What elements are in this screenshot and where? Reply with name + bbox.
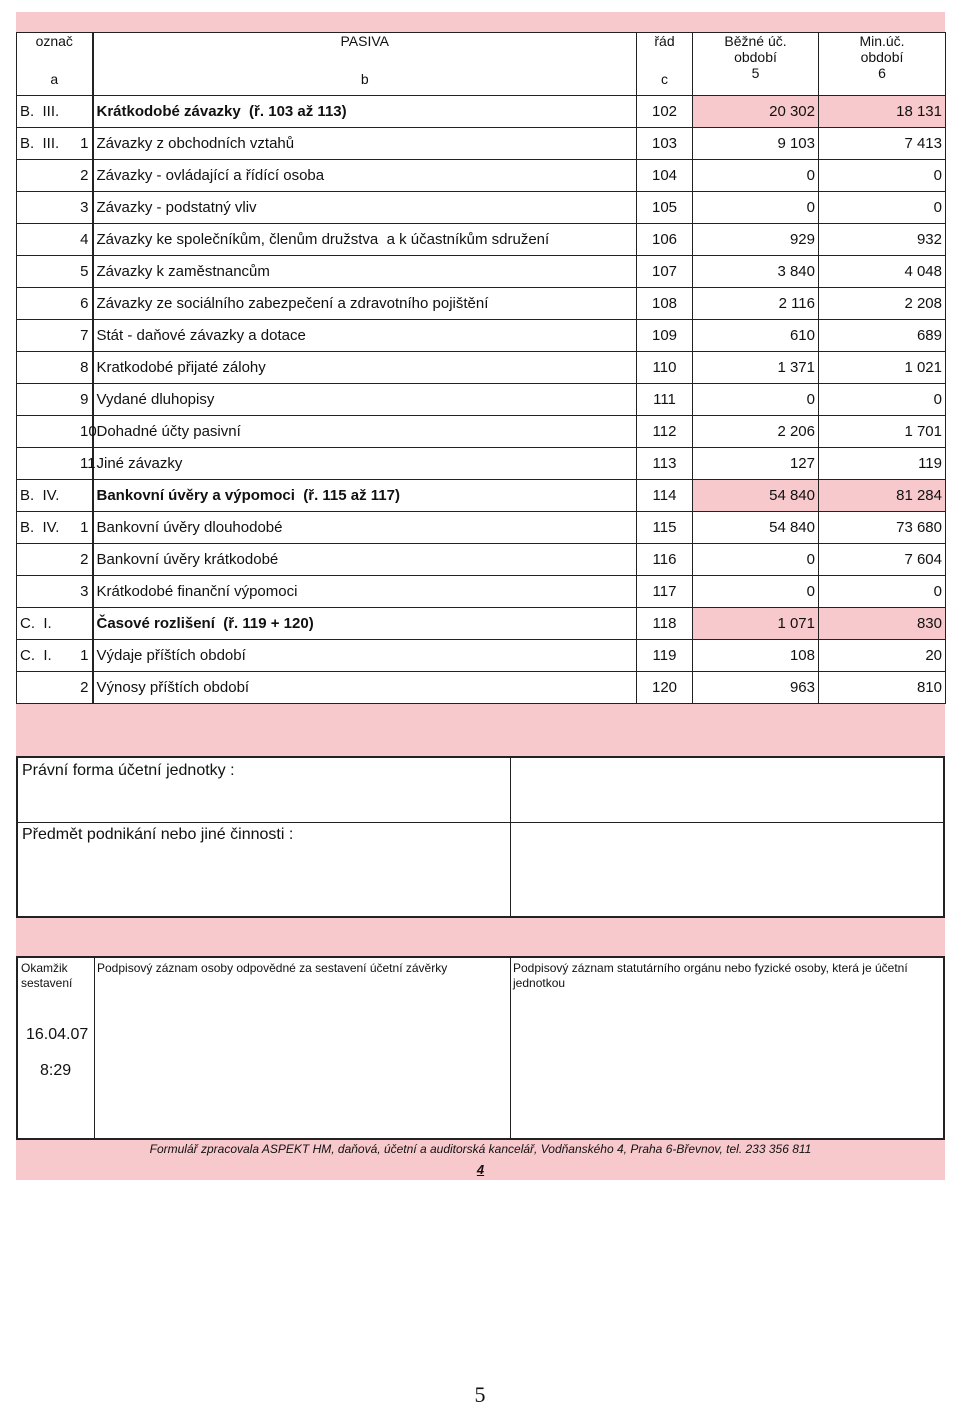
row-oznac [17,512,93,544]
row-rad: 104 [637,160,693,192]
row-oznac [17,544,93,576]
row-oznac [17,384,93,416]
row-label: Bankovní úvěry dlouhodobé [93,512,637,544]
row-label: Kratkodobé přijaté zálohy [93,352,637,384]
row-bezne-value: 3 840 [693,256,819,288]
row-oznac [17,576,93,608]
row-oznac-wrap [20,519,89,536]
table-row [17,672,946,704]
statutory-signature-column [510,958,943,1138]
table-row [17,320,946,352]
table-row [17,224,946,256]
row-code: C. I. [20,647,52,664]
row-oznac-wrap [20,487,89,504]
row-bezne-value: 0 [693,384,819,416]
row-oznac-wrap [20,359,89,376]
row-label: Závazky z obchodních vztahů [93,128,637,160]
responsible-signature-label: Podpisový záznam osoby odpovědné za sestavení účetní závěrky [97,961,448,975]
legal-form-label: Právní forma účetní jednotky : [22,762,235,779]
row-index: 4 [80,231,89,248]
row-label: Dohadné účty pasivní [93,416,637,448]
moment-label-line2: sestavení [21,976,73,990]
row-min-value: 810 [819,672,946,704]
row-label: Bankovní úvěry krátkodobé [93,544,637,576]
row-oznac-wrap [20,327,89,344]
row-label: Časové rozlišení (ř. 119 + 120) [93,608,637,640]
table-row [17,352,946,384]
row-oznac [17,416,97,448]
compile-date: 16.04.07 [26,1026,89,1043]
row-index: 2 [80,679,89,696]
header-bezne-sub: 5 [751,65,760,81]
row-rad: 118 [637,608,693,640]
header-rad-sub: c [661,71,668,87]
row-code: C. I. [20,615,52,632]
table-row [17,256,946,288]
row-bezne-value: 54 840 [693,480,819,512]
row-min-value: 0 [819,160,946,192]
header-oznac [17,33,93,96]
header-rad-label: řád [654,33,675,49]
row-oznac-wrap [20,455,96,472]
row-min-value: 932 [819,224,946,256]
row-rad: 109 [637,320,693,352]
row-bezne-value: 108 [693,640,819,672]
row-oznac [17,224,93,256]
row-oznac [17,320,93,352]
table-row [17,448,946,480]
row-rad: 116 [637,544,693,576]
header-oznac-sub: a [50,71,59,87]
row-label: Závazky - podstatný vliv [93,192,637,224]
table-row [17,288,946,320]
row-bezne-value: 1 371 [693,352,819,384]
table-row [17,416,946,448]
table-row [17,608,946,640]
row-index: 10 [80,423,97,440]
row-min-value: 0 [819,192,946,224]
row-oznac-wrap [20,679,89,696]
row-oznac [17,640,93,672]
row-code: B. IV. [20,487,60,504]
row-index: 1 [80,647,89,664]
row-label: Závazky k zaměstnancům [93,256,637,288]
row-bezne-value: 610 [693,320,819,352]
header-rad [637,33,693,96]
row-index: 8 [80,359,89,376]
row-oznac-wrap [20,423,97,440]
header-oznac-label: označ [35,33,73,49]
row-label: Krátkodobé závazky (ř. 103 až 113) [93,96,637,128]
row-rad: 113 [637,448,693,480]
row-bezne-value: 2 116 [693,288,819,320]
moment-label [18,958,94,994]
row-code: B. III. [20,135,60,152]
row-oznac [17,672,93,704]
row-index: 2 [80,551,89,568]
row-bezne-value: 127 [693,448,819,480]
row-rad: 114 [637,480,693,512]
table-header [17,33,946,96]
responsible-signature-column [94,958,511,1138]
table-row [17,128,946,160]
table-row [17,192,946,224]
row-oznac-wrap [20,103,89,120]
row-rad: 115 [637,512,693,544]
table-row [17,640,946,672]
row-label: Stát - daňové závazky a dotace [93,320,637,352]
row-label: Bankovní úvěry a výpomoci (ř. 115 až 117) [93,480,637,512]
row-index: 1 [80,519,89,536]
row-index: 9 [80,391,89,408]
row-min-value: 0 [819,576,946,608]
row-min-value: 7 413 [819,128,946,160]
row-oznac [17,608,93,640]
row-bezne-value: 963 [693,672,819,704]
row-min-value: 1 021 [819,352,946,384]
row-rad: 111 [637,384,693,416]
row-label: Vydané dluhopisy [93,384,637,416]
row-min-value: 0 [819,384,946,416]
row-min-value: 20 [819,640,946,672]
row-min-value: 830 [819,608,946,640]
row-min-value: 119 [819,448,946,480]
row-bezne-value: 2 206 [693,416,819,448]
header-pasiva [93,33,637,96]
page-number: 5 [474,1382,486,1407]
row-index: 7 [80,327,89,344]
row-oznac [17,448,96,480]
row-label: Jiné závazky [93,448,637,480]
business-subject-label: Předmět podnikání nebo jiné činnosti : [22,826,294,843]
header-bezne-line2: období [734,49,777,65]
header-bezne-line1: Běžné úč. [724,33,787,49]
row-label: Závazky - ovládající a řídící osoba [93,160,637,192]
row-index: 5 [80,263,89,280]
row-min-value: 689 [819,320,946,352]
row-bezne-value: 1 071 [693,608,819,640]
moment-column [18,958,95,1138]
row-oznac-wrap [20,551,89,568]
row-label: Závazky ke společníkům, členům družstva a k účastníkům sdružení [93,224,637,256]
row-min-value: 2 208 [819,288,946,320]
table-row [17,576,946,608]
row-rad: 107 [637,256,693,288]
row-oznac-wrap [20,615,89,632]
row-index: 2 [80,167,89,184]
form-page-number: 4 [476,1162,485,1177]
row-bezne-value: 0 [693,192,819,224]
row-code: B. III. [20,103,60,120]
row-min-value: 7 604 [819,544,946,576]
row-min-value: 73 680 [819,512,946,544]
row-oznac-wrap [20,391,89,408]
row-rad: 112 [637,416,693,448]
header-pasiva-sub: b [360,71,369,87]
row-index: 3 [80,583,89,600]
row-label: Výdaje příštích období [93,640,637,672]
row-oznac [17,480,93,512]
header-bezne [693,33,819,96]
form-footer: Formulář zpracovala ASPEKT HM, daňová, účetní a auditorská kancelář, Vodňanského 4, Praha 6-Břevnov, tel. 233 356 811 [149,1142,812,1156]
row-index: 11 [80,455,96,472]
row-rad: 110 [637,352,693,384]
row-min-value: 4 048 [819,256,946,288]
row-bezne-value: 20 302 [693,96,819,128]
row-bezne-value: 929 [693,224,819,256]
row-bezne-value: 54 840 [693,512,819,544]
row-rad: 119 [637,640,693,672]
row-bezne-value: 0 [693,160,819,192]
row-label: Výnosy příštích období [93,672,637,704]
header-min-line1: Min.úč. [859,33,905,49]
compile-time: 8:29 [40,1062,72,1079]
row-index: 1 [80,135,89,152]
header-min-line2: období [860,49,904,65]
row-min-value: 81 284 [819,480,946,512]
row-oznac-wrap [20,135,89,152]
row-label: Krátkodobé finanční výpomoci [93,576,637,608]
signature-section [16,956,945,1140]
row-rad: 117 [637,576,693,608]
row-oznac-wrap [20,295,89,312]
row-rad: 106 [637,224,693,256]
row-code: B. IV. [20,519,60,536]
table-row [17,96,946,128]
row-rad: 102 [637,96,693,128]
row-oznac [17,288,93,320]
header-min-sub: 6 [878,65,886,81]
header-min [819,33,946,96]
table-row [17,480,946,512]
row-oznac [17,96,93,128]
row-bezne-value: 0 [693,544,819,576]
row-rad: 120 [637,672,693,704]
table-row [17,512,946,544]
row-label: Závazky ze sociálního zabezpečení a zdravotního pojištění [93,288,637,320]
row-oznac [17,256,93,288]
row-oznac-wrap [20,199,89,216]
statutory-signature-label: Podpisový záznam statutárního orgánu nebo fyzické osoby, která je účetní jednotkou [513,961,908,990]
row-oznac [17,160,93,192]
row-oznac [17,128,93,160]
info-divider [18,822,943,823]
table-row [17,160,946,192]
table-body [17,96,946,704]
pasiva-table [16,32,946,704]
row-rad: 108 [637,288,693,320]
row-oznac [17,192,93,224]
row-oznac-wrap [20,583,89,600]
row-oznac-wrap [20,167,89,184]
row-rad: 105 [637,192,693,224]
header-pasiva-label: PASIVA [340,33,389,49]
row-oznac-wrap [20,647,89,664]
table-row [17,384,946,416]
moment-label-line1: Okamžik [21,961,68,975]
info-section [16,756,945,918]
row-min-value: 1 701 [819,416,946,448]
row-rad: 103 [637,128,693,160]
row-oznac-wrap [20,231,89,248]
row-bezne-value: 9 103 [693,128,819,160]
row-bezne-value: 0 [693,576,819,608]
row-index: 3 [80,199,89,216]
row-min-value: 18 131 [819,96,946,128]
row-oznac-wrap [20,263,89,280]
row-oznac [17,352,93,384]
table-row [17,544,946,576]
row-index: 6 [80,295,89,312]
